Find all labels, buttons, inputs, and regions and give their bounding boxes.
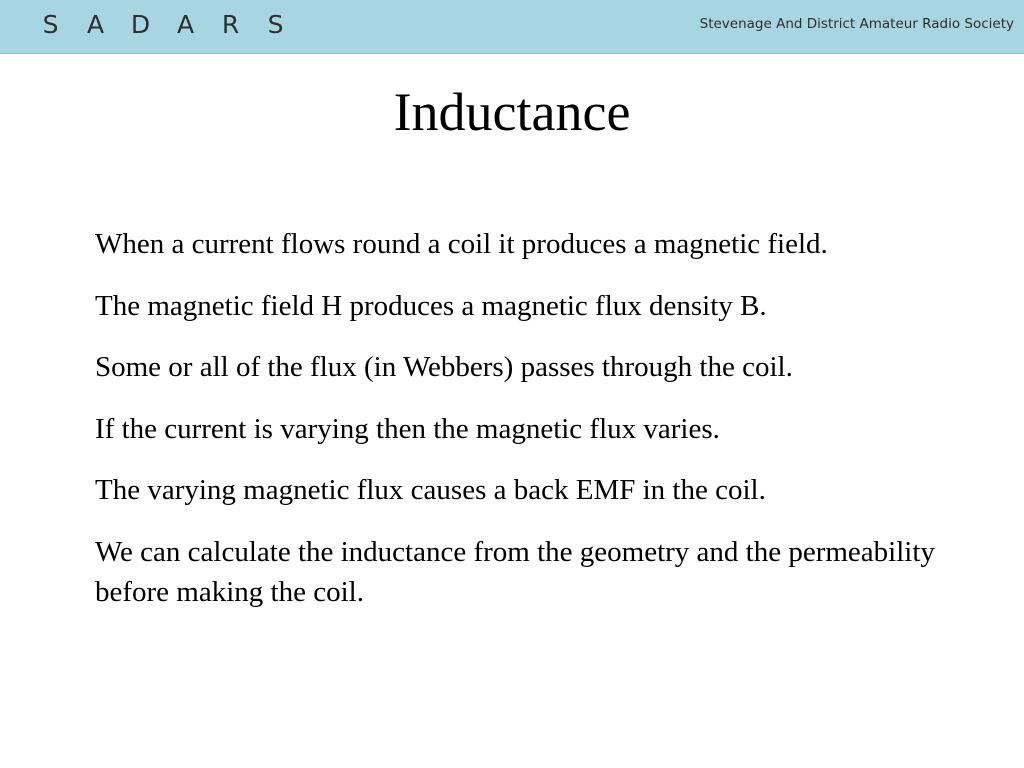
logo-letter: R: [221, 10, 240, 39]
body-paragraph: We can calculate the inductance from the geometry and the permeability before making the coil.: [95, 535, 935, 608]
body-paragraph: When a current flows round a coil it produces a magnetic field.: [95, 228, 828, 260]
logo-letter: A: [86, 10, 105, 39]
logo-letter: S: [267, 10, 284, 39]
body-paragraph: Some or all of the flux (in Webbers) passes through the coil.: [95, 351, 793, 383]
header-banner: [0, 0, 1024, 54]
logo-letter: A: [176, 10, 195, 39]
society-name: Stevenage And District Amateur Radio Society: [699, 16, 1014, 32]
body-paragraph: If the current is varying then the magnetic flux varies.: [95, 412, 720, 445]
logo-letter: D: [130, 10, 151, 39]
slide-title: Inductance: [393, 82, 631, 142]
body-paragraph: The varying magnetic flux causes a back EMF in the coil.: [95, 474, 766, 506]
logo-letter: S: [42, 10, 59, 39]
sadars-logo: [28, 10, 298, 39]
body-paragraph: The magnetic field H produces a magnetic flux density B.: [95, 289, 767, 322]
slide-body: [95, 224, 975, 633]
